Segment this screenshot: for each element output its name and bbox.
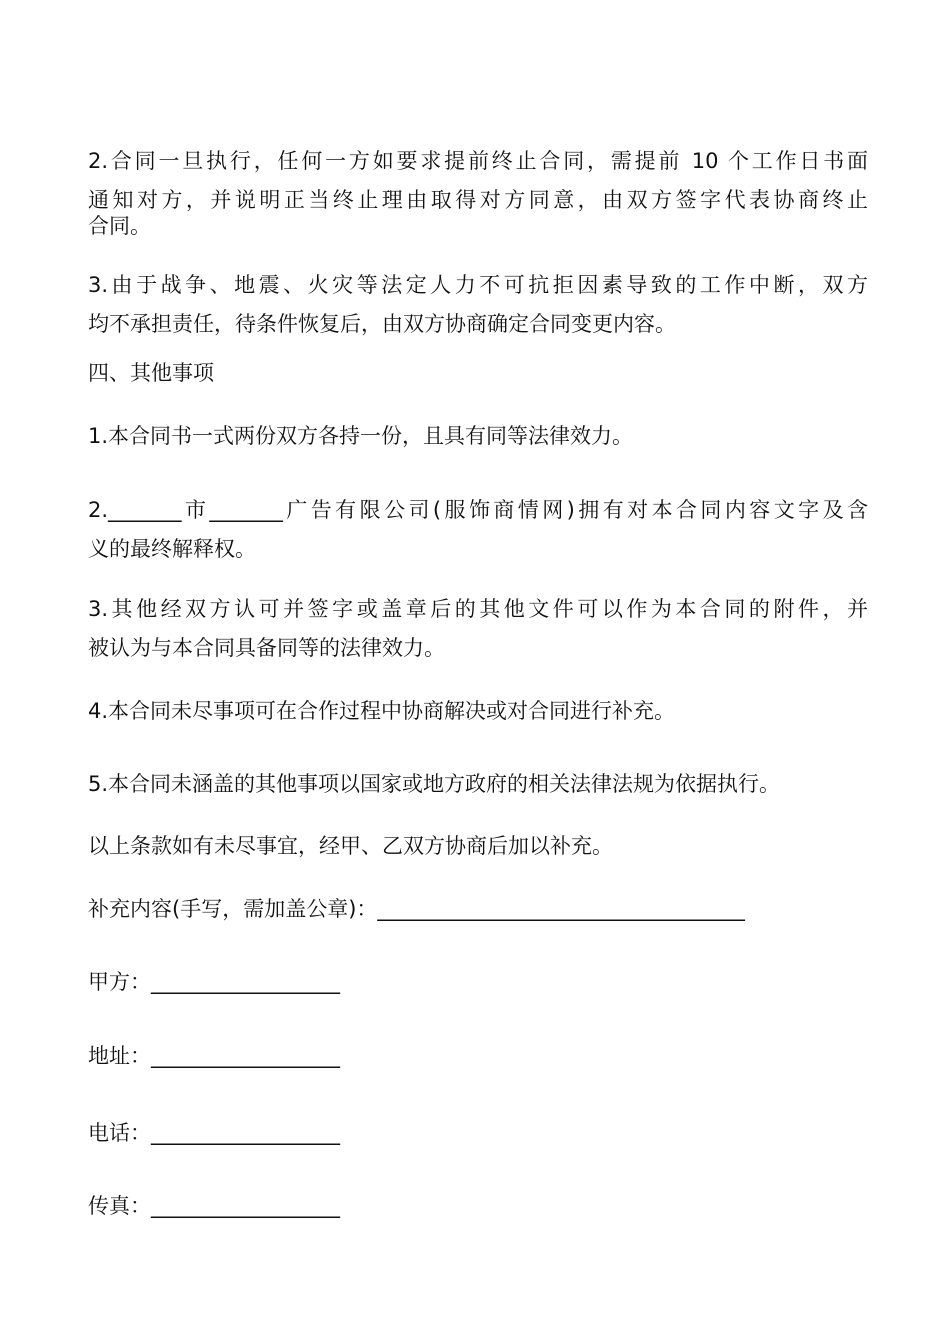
clause-4-2-line-2: 义的最终解释权。 [88, 537, 256, 561]
clause-3-3-line-1: 3.由于战争、地震、火灾等法定人力不可抗拒因素导致的工作中断，双方 [88, 273, 868, 297]
clause-4-1: 1.本合同书一式两份双方各持一份，且具有同等法律效力。 [88, 424, 634, 448]
clause-3-2-line-1: 2.合同一旦执行，任何一方如要求提前终止合同，需提前 10 个工作日书面 [88, 149, 868, 173]
clause-4-5: 5.本合同未涵盖的其他事项以国家或地方政府的相关法律法规为依据执行。 [88, 772, 781, 796]
party-a-field: 甲方：__________________ [88, 970, 340, 994]
supplement-content-field: 补充内容(手写，需加盖公章)：___________________________________ [88, 897, 745, 921]
supplement-note: 以上条款如有未尽事宜，经甲、乙双方协商后加以补充。 [88, 834, 613, 858]
address-field: 地址：__________________ [88, 1044, 340, 1068]
phone-field: 电话：__________________ [88, 1121, 340, 1145]
clause-3-2-line-3: 合同。 [88, 214, 151, 238]
fax-field: 传真：__________________ [88, 1194, 340, 1218]
section-heading-other-matters: 四、其他事项 [88, 361, 214, 385]
clause-3-3-line-2: 均不承担责任，待条件恢复后，由双方协商确定合同变更内容。 [88, 312, 676, 336]
clause-4-3-line-2: 被认为与本合同具备同等的法律效力。 [88, 636, 445, 660]
clause-4-2-line-1: 2._______市_______广告有限公司(服饰商情网)拥有对本合同内容文字及含 [88, 498, 868, 522]
clause-4-4: 4.本合同未尽事项可在合作过程中协商解决或对合同进行补充。 [88, 699, 676, 723]
clause-3-2-line-2: 通知对方，并说明正当终止理由取得对方同意，由双方签字代表协商终止 [88, 188, 868, 212]
clause-4-3-line-1: 3.其他经双方认可并签字或盖章后的其他文件可以作为本合同的附件，并 [88, 597, 868, 621]
